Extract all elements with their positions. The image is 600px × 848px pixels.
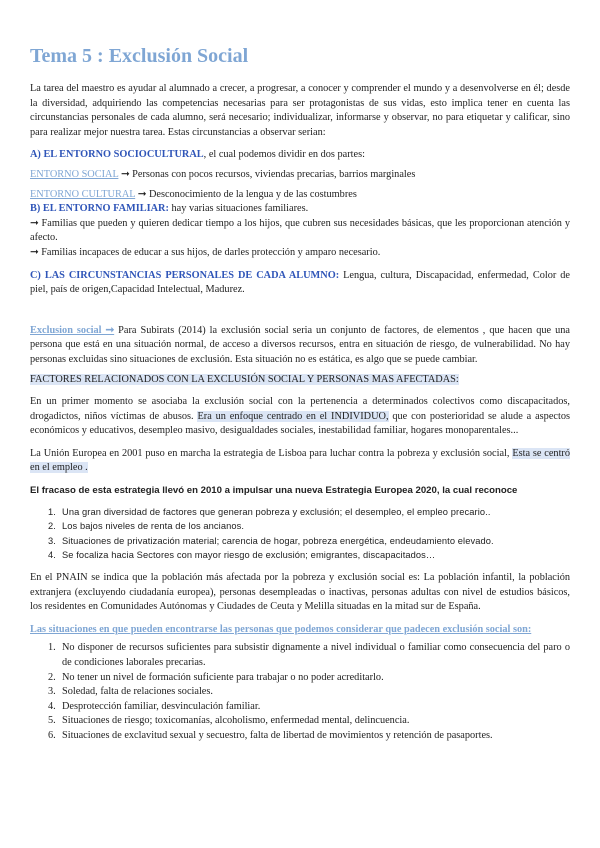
list-item	[30, 729, 570, 744]
list-number: 2.	[48, 671, 56, 683]
exclusion-paragraph	[30, 324, 570, 368]
list-item	[30, 714, 570, 729]
factors-list	[30, 505, 570, 563]
list-item	[30, 641, 570, 670]
paragraph-individuo-before: En un primer momento se asociaba la exclusión social con la pertenencia a determinados colectivos como discapacitados, drogadictos, niños víctimas de abusos.	[30, 396, 570, 422]
paragraph-lisboa	[30, 447, 570, 476]
list-number: 1.	[48, 642, 56, 654]
pnain-paragraph: En el PNAIN se indica que la población más afectada por la pobreza y exclusión social es: La población infantil, la población extranjera (excluyendo ciudadanía europea), personas desempleadas o inactivas, personas adultas con nivel de estudios básicos, los residentes en Comunidades Autónomas y Ciudades de Ceuta y Melilla situadas en la mitad sur de España.	[30, 572, 570, 613]
list-number: 3.	[48, 535, 56, 546]
intro-paragraph: La tarea del maestro es ayudar al alumnado a crecer, a progresar, a conocer y comprender el mundo y a desenvolverse en él; desde la diversidad, adquiriendo las competencias necesarias para ser protagonistas de sus vidas, esto implica tener en cuenta las circunstancias personales de cada alumno, será necesario; individualizar, informarse y observar, no para etiquetar y calificar, sino para realizar mejor nuestra tarea. Estas circunstancias a observar serian:	[30, 83, 570, 138]
list-text: Desprotección familiar, desvinculación familiar.	[62, 700, 261, 712]
section-a-text: , el cual podemos dividir en dos partes:	[203, 149, 365, 161]
list-number: 5.	[48, 715, 56, 727]
list-item	[30, 534, 570, 549]
entorno-cultural-line	[30, 188, 570, 203]
list-number: 4.	[48, 700, 56, 712]
section-b-text: hay varias situaciones familiares.	[168, 203, 309, 215]
factors-heading-text: FACTORES RELACIONADOS CON LA EXCLUSIÓN SOCIAL Y PERSONAS MAS AFECTADAS:	[30, 373, 459, 385]
list-item	[30, 700, 570, 715]
list-number: 1.	[48, 506, 56, 517]
list-item	[30, 685, 570, 700]
entorno-social-text: ➞ Personas con pocos recursos, viviendas precarias, barrios marginales	[118, 168, 416, 180]
section-b-item: ➞ Familias que pueden y quieren dedicar tiempo a los hijos, que cubren sus necesidades básicas, que les proporcionan atención y afecto.	[30, 217, 570, 244]
list-text: Se focaliza hacia Sectores con mayor riesgo de exclusión; emigrantes, discapacitados…	[62, 550, 436, 561]
paragraph-lisboa-before: La Unión Europea en 2001 puso en marcha la estrategia de Lisboa para luchar contra la pobreza y exclusión social,	[30, 447, 513, 459]
situations-heading	[30, 623, 570, 638]
exclusion-social-link[interactable]: Exclusion social ➞	[30, 324, 115, 336]
section-b-item: ➞ Familias incapaces de educar a sus hijos, de darles protección y amparo necesario.	[30, 246, 381, 258]
section-c-line	[30, 269, 570, 298]
failure-line: El fracaso de esta estrategia llevó en 2010 a impulsar una nueva Estrategia Europea 2020, la cual reconoce	[30, 485, 518, 497]
page-title: Tema 5 : Exclusión Social	[30, 45, 249, 67]
list-item	[30, 505, 570, 520]
list-text: Situaciones de exclavitud sexual y secuestro, falta de libertad de movimientos y retención de pasaportes.	[62, 729, 493, 741]
entorno-social-link[interactable]: ENTORNO SOCIAL	[30, 168, 119, 180]
entorno-social-line	[30, 168, 570, 183]
paragraph-individuo	[30, 395, 570, 439]
list-item	[30, 548, 570, 563]
paragraph-individuo-after: que con posterioridad se alude a aspectos económicos y educativos, desempleo masivo, desigualdades sociales, inestabilidad familiar, hogares monoparentales...	[30, 410, 570, 437]
section-c-heading: C) LAS CIRCUNSTANCIAS PERSONALES DE CADA ALUMNO:	[30, 269, 340, 281]
highlight-empleo: Esta se centró en el empleo .	[30, 447, 571, 474]
list-number: 6.	[48, 729, 56, 741]
entorno-cultural-link[interactable]: ENTORNO CULTURAL	[30, 188, 136, 200]
list-text: No disponer de recursos suficientes para subsistir dignamente a nivel individual o familiar como consecuencia del paro o de condiciones laborales precarias.	[62, 642, 570, 668]
list-text: Situaciones de privatización material; carencia de hogar, pobreza energética, endeudamiento elevado.	[62, 535, 494, 546]
situations-heading-link[interactable]: Las situaciones en que pueden encontrarse las personas que podemos considerar que padecen exclusión social son:	[30, 623, 532, 635]
list-number: 3.	[48, 686, 56, 698]
list-text: Soledad, falta de relaciones sociales.	[62, 686, 213, 698]
factors-heading	[30, 373, 570, 388]
list-item	[30, 671, 570, 686]
list-text: Los bajos niveles de renta de los ancianos.	[62, 521, 245, 532]
section-a-line	[30, 148, 570, 163]
exclusion-text: Para Subirats (2014) la exclusión social seria un conjunto de factores, de elementos , que hacen que una persona que está en una situación normal, de acceso a diversos recursos, entra en situación de riesgo, de vulnerabilidad. No hay personas excluidas sino situaciones de exclusión. Esta situación no es estática, es algo que se puede cambiar.	[30, 324, 570, 365]
list-text: No tener un nivel de formación suficiente para trabajar o no poder acreditarlo.	[62, 671, 384, 683]
list-item	[30, 519, 570, 534]
list-text: Situaciones de riesgo; toxicomanías, alcoholismo, enfermedad mental, delincuencia.	[62, 715, 410, 727]
list-number: 2.	[48, 521, 56, 532]
section-b-line	[30, 202, 570, 217]
situations-list	[30, 641, 570, 743]
list-text: Una gran diversidad de factores que generan pobreza y exclusión; el desempleo, el empleo precario..	[62, 506, 491, 517]
section-c-text: Lengua, cultura, Discapacidad, enfermedad, Color de piel, país de origen,Capacidad Intelectual, Madurez.	[30, 269, 570, 296]
section-b-heading: B) EL ENTORNO FAMILIAR:	[30, 203, 169, 215]
list-number: 4.	[48, 550, 56, 561]
highlight-individuo: Era un enfoque centrado en el INDIVIDUO,	[197, 410, 389, 422]
entorno-cultural-text: ➞ Desconocimiento de la lengua y de las costumbres	[135, 188, 357, 200]
section-a-heading: A) EL ENTORNO SOCIOCULTURAL	[30, 149, 204, 161]
